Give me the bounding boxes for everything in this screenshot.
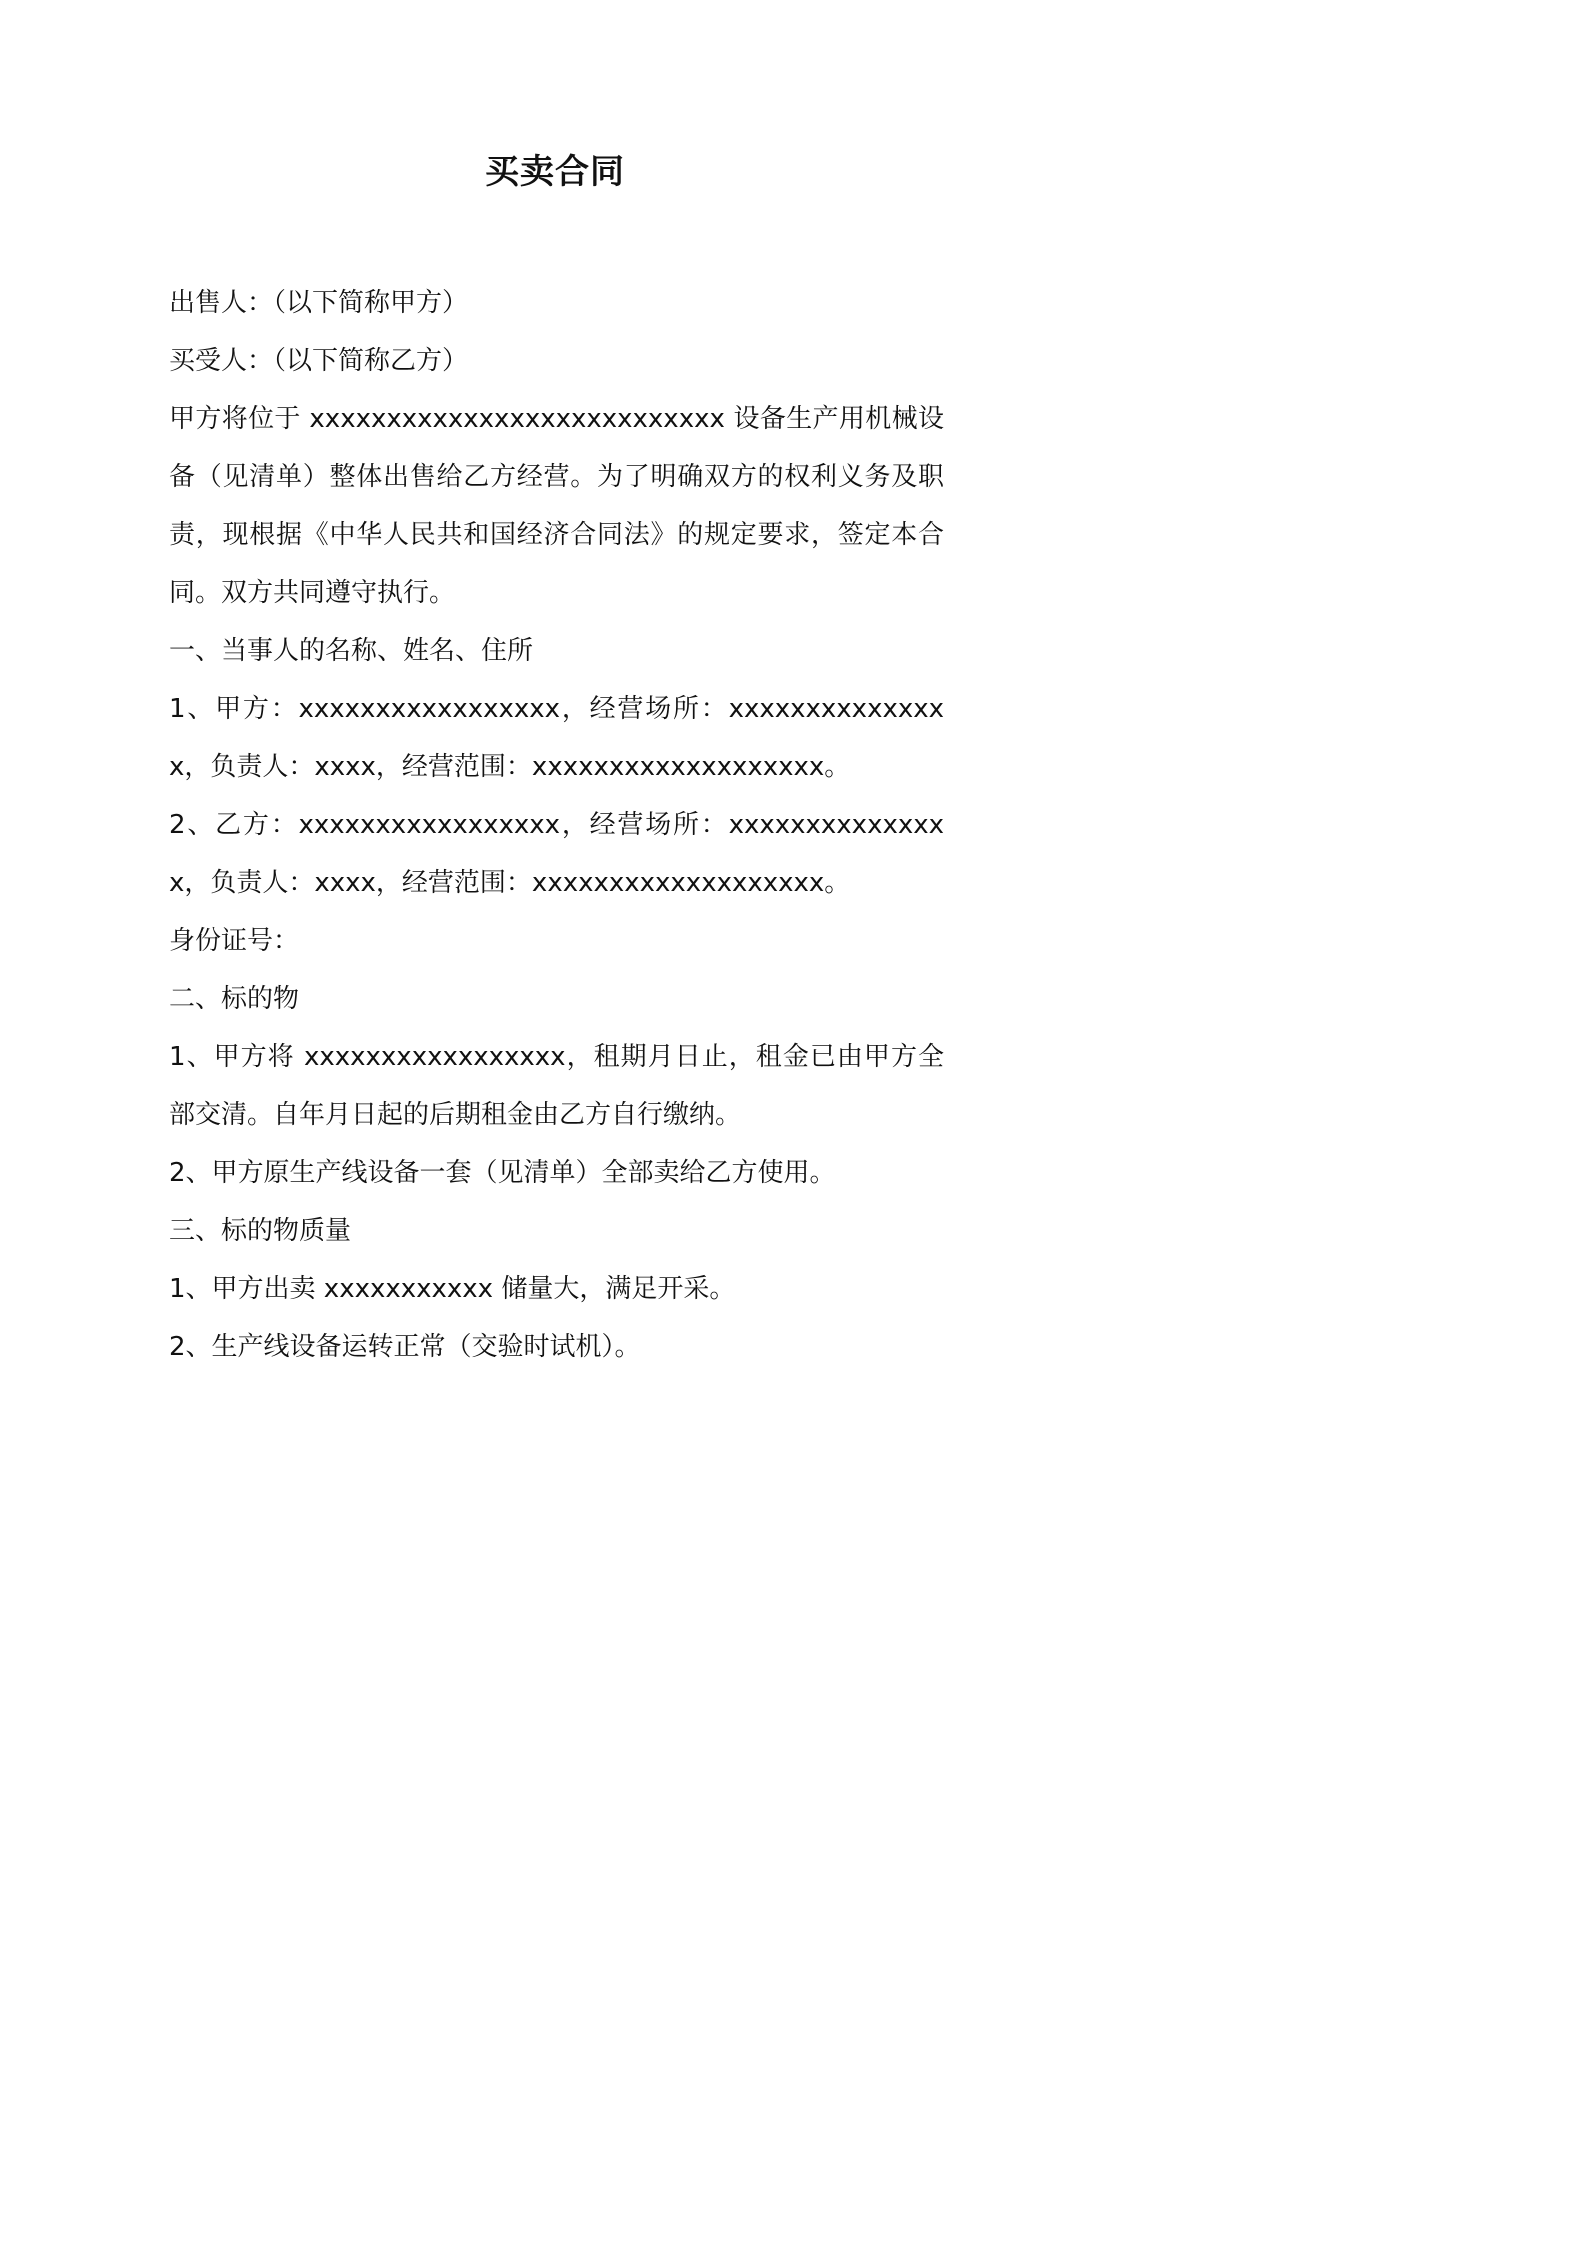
document-page	[0, 0, 1102, 1559]
item-2-1-paragraph: 1、甲方将 xxxxxxxxxxxxxxxxx，租期月日止，租金已由甲方全部交清。自年月日起的后期租金由乙方自行缴纳。	[169, 1042, 944, 1130]
party-a-paragraph: 1、甲方：xxxxxxxxxxxxxxxxx，经营场所：xxxxxxxxxxxxxxx，负责人：xxxx，经营范围：xxxxxxxxxxxxxxxxxxx。	[169, 694, 944, 782]
seller-line: 出售人：（以下简称甲方）	[169, 288, 469, 318]
item-3-2-line: 2、生产线设备运转正常（交验时试机）。	[169, 1332, 641, 1362]
intro-paragraph: 甲方将位于 xxxxxxxxxxxxxxxxxxxxxxxxxxx 设备生产用机械设备（见清单）整体出售给乙方经营。为了明确双方的权利义务及职责，现根据《中华人民共和国经济合同法》的规定要求，签定本合同。双方共同遵守执行。	[169, 404, 944, 608]
section-1-heading: 一、当事人的名称、姓名、住所	[169, 636, 534, 666]
document-title: 买卖合同	[485, 152, 625, 192]
id-number-line: 身份证号：	[169, 926, 300, 956]
buyer-line: 买受人：（以下简称乙方）	[169, 346, 469, 376]
item-3-1-line: 1、甲方出卖 xxxxxxxxxxx 储量大，满足开采。	[169, 1274, 736, 1304]
section-3-heading: 三、标的物质量	[169, 1216, 352, 1246]
section-2-heading: 二、标的物	[169, 984, 300, 1014]
party-b-paragraph: 2、乙方：xxxxxxxxxxxxxxxxx，经营场所：xxxxxxxxxxxxxxx，负责人：xxxx，经营范围：xxxxxxxxxxxxxxxxxxx。	[169, 810, 944, 898]
document-body	[169, 274, 944, 1376]
item-2-2-line: 2、甲方原生产线设备一套（见清单）全部卖给乙方使用。	[169, 1158, 836, 1188]
